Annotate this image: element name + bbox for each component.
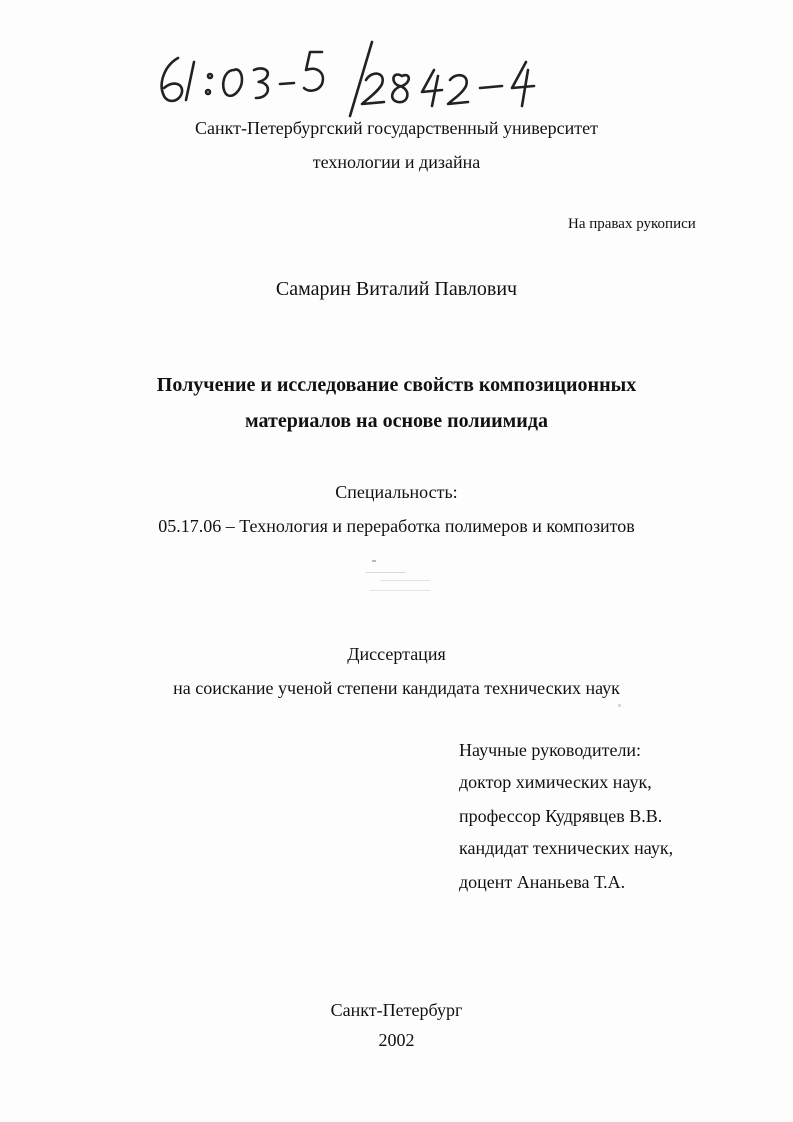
footer-year: 2002 xyxy=(378,1030,415,1050)
supervisor-line: доцент Ананьева Т.А. xyxy=(459,872,626,892)
university-name-line2: технологии и дизайна xyxy=(312,152,481,172)
scan-speck xyxy=(372,560,376,562)
handwriting-drawing xyxy=(150,40,570,120)
manuscript-note: На правах рукописи xyxy=(568,216,696,232)
handwritten-archive-number xyxy=(150,40,570,120)
scan-speck xyxy=(380,580,430,581)
supervisor-line: профессор Кудрявцев В.В. xyxy=(459,806,663,826)
supervisor-line: доктор химических наук, xyxy=(459,772,652,792)
author-name: Самарин Виталий Павлович xyxy=(275,278,518,300)
university-name-line1: Санкт-Петербургский государственный университет xyxy=(194,118,599,138)
scan-speck xyxy=(370,590,430,591)
scan-speck xyxy=(366,572,406,573)
scan-speck xyxy=(618,704,621,707)
supervisor-line: кандидат технических наук, xyxy=(459,838,674,858)
specialty-label: Специальность: xyxy=(335,482,458,502)
dissertation-label: Диссертация xyxy=(347,644,446,664)
thesis-title-line1: Получение и исследование свойств композиционных xyxy=(156,374,637,396)
specialty-value: 05.17.06 – Технология и переработка полимеров и композитов xyxy=(158,516,635,536)
thesis-title-line2: материалов на основе полиимида xyxy=(245,410,548,432)
degree-description: на соискание ученой степени кандидата технических наук xyxy=(173,678,620,698)
footer-city: Санкт-Петербург xyxy=(330,1000,463,1020)
supervisors-heading: Научные руководители: xyxy=(459,740,642,760)
